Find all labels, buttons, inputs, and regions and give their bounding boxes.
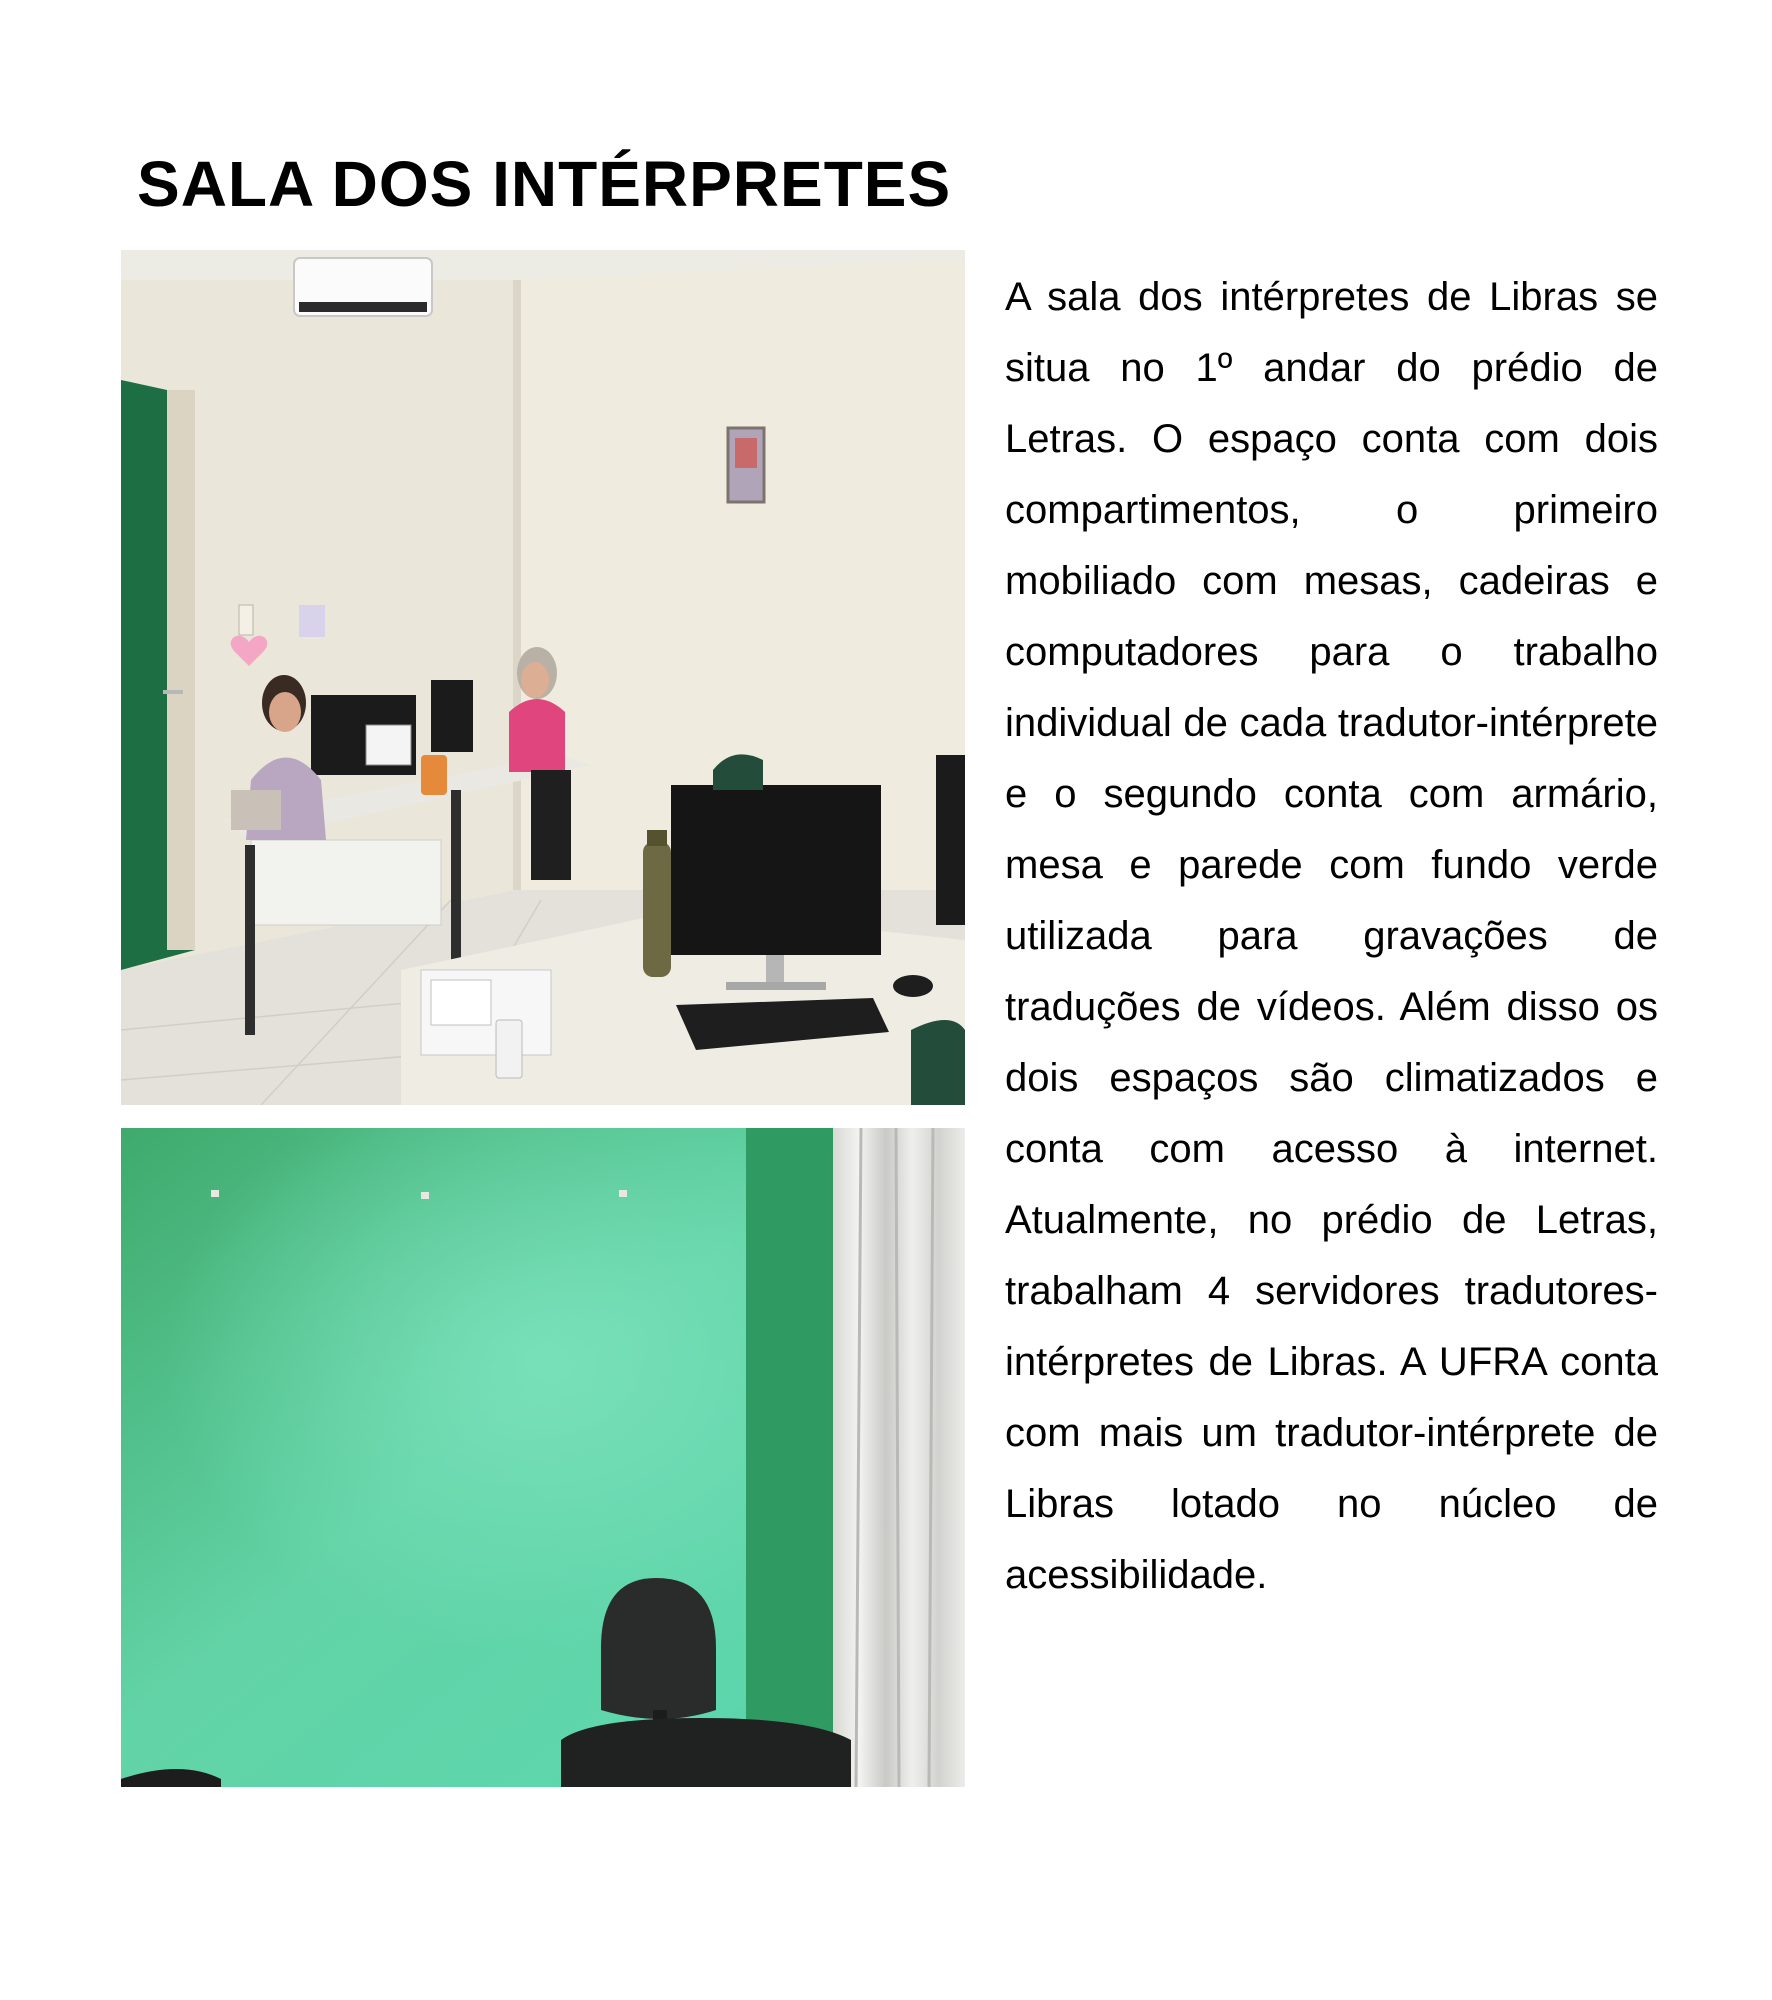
green-wall-photo <box>121 1128 965 1787</box>
description-paragraph: A sala dos intérpretes de Libras se situa no 1º andar do prédio de Letras. O espaço conta com dois compartimentos, o primeiro mobiliado com mesas, cadeiras e computadores para o trabalho individual de cada tradutor-intérprete e o segundo conta com armário, mesa e parede com fundo verde utilizada para gravações de traduções de vídeos. Além disso os dois espaços são climatizados e conta com acesso à internet. Atualmente, no prédio de Letras, trabalham 4 servidores tradutores-intérpretes de Libras. A UFRA conta com mais um tradutor-intérprete de Libras lotado no núcleo de acessibilidade. <box>1005 275 1658 1597</box>
office-room-photo <box>121 250 965 1105</box>
page-title: SALA DOS INTÉRPRETES <box>137 148 952 220</box>
